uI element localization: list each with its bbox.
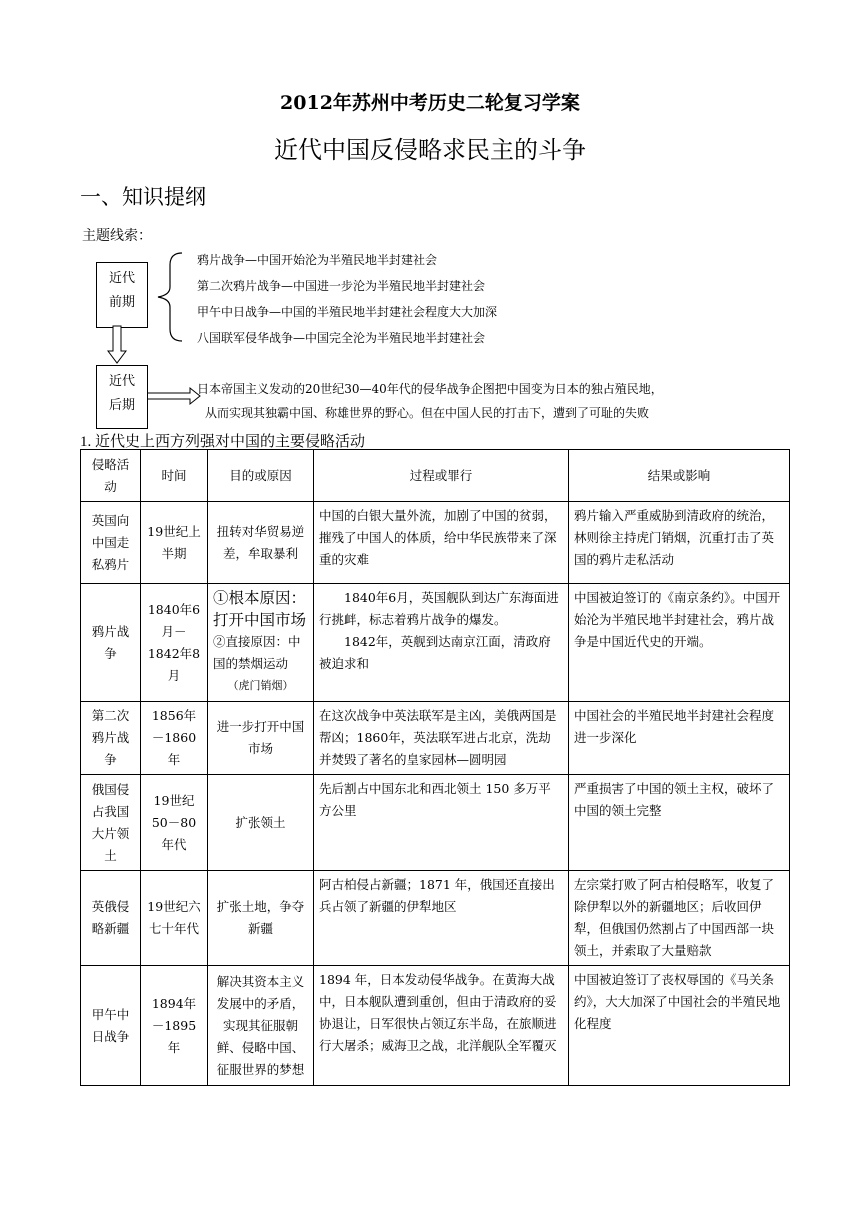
cell-time: 19世纪50－80年代	[141, 775, 208, 871]
cell-activity: 甲午中日战争	[81, 966, 141, 1086]
late-text-line-1: 日本帝国主义发动的20世纪30—40年代的侵华战争企图把中国变为日本的独占殖民地，	[197, 382, 663, 396]
table-header-row	[81, 450, 790, 502]
right-arrow-shape	[144, 388, 200, 404]
aggression-table	[80, 449, 790, 1086]
cell-activity: 英俄侵略新疆	[81, 871, 141, 966]
late-period-box	[96, 365, 148, 429]
purpose-root-cause: ①根本原因：打开中国市场	[213, 589, 307, 629]
early-item-4: 八国联军侵华战争—中国完全沦为半殖民地半封建社会	[197, 331, 486, 345]
header-result: 结果或影响	[569, 450, 790, 502]
cell-process: 先后割占中国东北和西北领土 150 多万平方公里	[314, 775, 569, 871]
purpose-direct-cause: ②直接原因：中国的禁烟运动	[213, 634, 301, 671]
cell-process: 在这次战争中英法联军是主凶，美俄两国是帮凶；1860年，英法联军进占北京，洗劫并焚毁了著名的皇家园林—圆明园	[314, 702, 569, 775]
down-arrow-shape	[108, 326, 126, 363]
early-item-1: 鸦片战争—中国开始沦为半殖民地半封建社会	[197, 253, 438, 267]
process-para-2: 1842年，英舰到达南京江面，清政府被迫求和	[319, 634, 551, 671]
cell-activity: 俄国侵占我国大片领土	[81, 775, 141, 871]
cell-result: 中国被迫签订了丧权辱国的《马关条约》，大大加深了中国社会的半殖民地化程度	[569, 966, 790, 1086]
purpose-note: （虎门销烟）	[227, 679, 294, 692]
table-row	[81, 502, 790, 584]
table-row	[81, 871, 790, 966]
table-caption: 1. 近代史上西方列强对中国的主要侵略活动	[80, 434, 366, 450]
table-row	[81, 775, 790, 871]
cell-time: 1894年－1895年	[141, 966, 208, 1086]
exam-title: 2012年苏州中考历史二轮复习学案	[280, 92, 580, 114]
cell-activity: 第二次鸦片战争	[81, 702, 141, 775]
section-heading: 一、知识提纲	[80, 185, 206, 209]
cell-time: 19世纪六七十年代	[141, 871, 208, 966]
cell-purpose: 扩张领土	[208, 775, 314, 871]
early-box-line-2: 前期	[108, 295, 135, 310]
early-item-3: 甲午中日战争—中国的半殖民地半封建社会程度大大加深	[197, 305, 498, 319]
cell-process: 中国的白银大量外流，加剧了中国的贫弱，摧残了中国人的体质，给中华民族带来了深重的灾难	[314, 502, 569, 584]
cell-process: 阿古柏侵占新疆；1871 年，俄国还直接出兵占领了新疆的伊犁地区	[314, 871, 569, 966]
cell-time: 19世纪上半期	[141, 502, 208, 584]
early-box-line-1: 近代	[108, 271, 135, 286]
table-row	[81, 966, 790, 1086]
early-item-2: 第二次鸦片战争—中国进一步沦为半殖民地半封建社会	[197, 279, 486, 293]
cell-purpose: 解决其资本主义发展中的矛盾，实现其征服朝鲜、侵略中国、征服世界的梦想	[208, 966, 314, 1086]
process-para-1: 1840年6月，英国舰队到达广东海面进行挑衅，标志着鸦片战争的爆发。	[319, 590, 559, 627]
cell-purpose: 扩张土地，争夺新疆	[208, 871, 314, 966]
cell-activity: 英国向中国走私鸦片	[81, 502, 141, 584]
late-box-line-1: 近代	[108, 374, 135, 389]
late-text-line-2: 从而实现其独霸中国、称雄世界的野心。但在中国人民的打击下，遭到了可耻的失败	[205, 406, 650, 420]
cell-process	[314, 584, 569, 702]
theme-label: 主题线索：	[82, 228, 152, 244]
table-row	[81, 702, 790, 775]
table-row	[81, 584, 790, 702]
cell-process: 1894 年，日本发动侵华战争。在黄海大战中，日本舰队遭到重创，但由于清政府的妥协退让，日军很快占领辽东半岛，在旅顺进行大屠杀；威海卫之战，北洋舰队全军覆灭	[314, 966, 569, 1086]
header-process: 过程或罪行	[314, 450, 569, 502]
cell-purpose: 扭转对华贸易逆差，牟取暴利	[208, 502, 314, 584]
cell-result: 鸦片输入严重威胁到清政府的统治，林则徐主持虎门销烟，沉重打击了英国的鸦片走私活动	[569, 502, 790, 584]
late-box-line-2: 后期	[108, 398, 135, 413]
cell-result: 中国社会的半殖民地半封建社会程度进一步深化	[569, 702, 790, 775]
cell-purpose	[208, 584, 314, 702]
cell-activity: 鸦片战争	[81, 584, 141, 702]
header-time: 时间	[141, 450, 208, 502]
topic-title: 近代中国反侵略求民主的斗争	[274, 136, 586, 164]
cell-result: 左宗棠打败了阿古柏侵略军，收复了除伊犁以外的新疆地区；后收回伊犁，但俄国仍然割占了中国西部一块领土，并索取了大量赔款	[569, 871, 790, 966]
cell-time: 1840年6月－1842年8月	[141, 584, 208, 702]
header-purpose: 目的或原因	[208, 450, 314, 502]
cell-result: 中国被迫签订的《南京条约》。中国开始沦为半殖民地半封建社会，鸦片战争是中国近代史的开端。	[569, 584, 790, 702]
cell-purpose: 进一步打开中国市场	[208, 702, 314, 775]
cell-result: 严重损害了中国的领土主权，破坏了中国的领土完整	[569, 775, 790, 871]
brace-shape	[158, 253, 182, 341]
header-activity: 侵略活动	[81, 450, 141, 502]
cell-time: 1856年－1860年	[141, 702, 208, 775]
